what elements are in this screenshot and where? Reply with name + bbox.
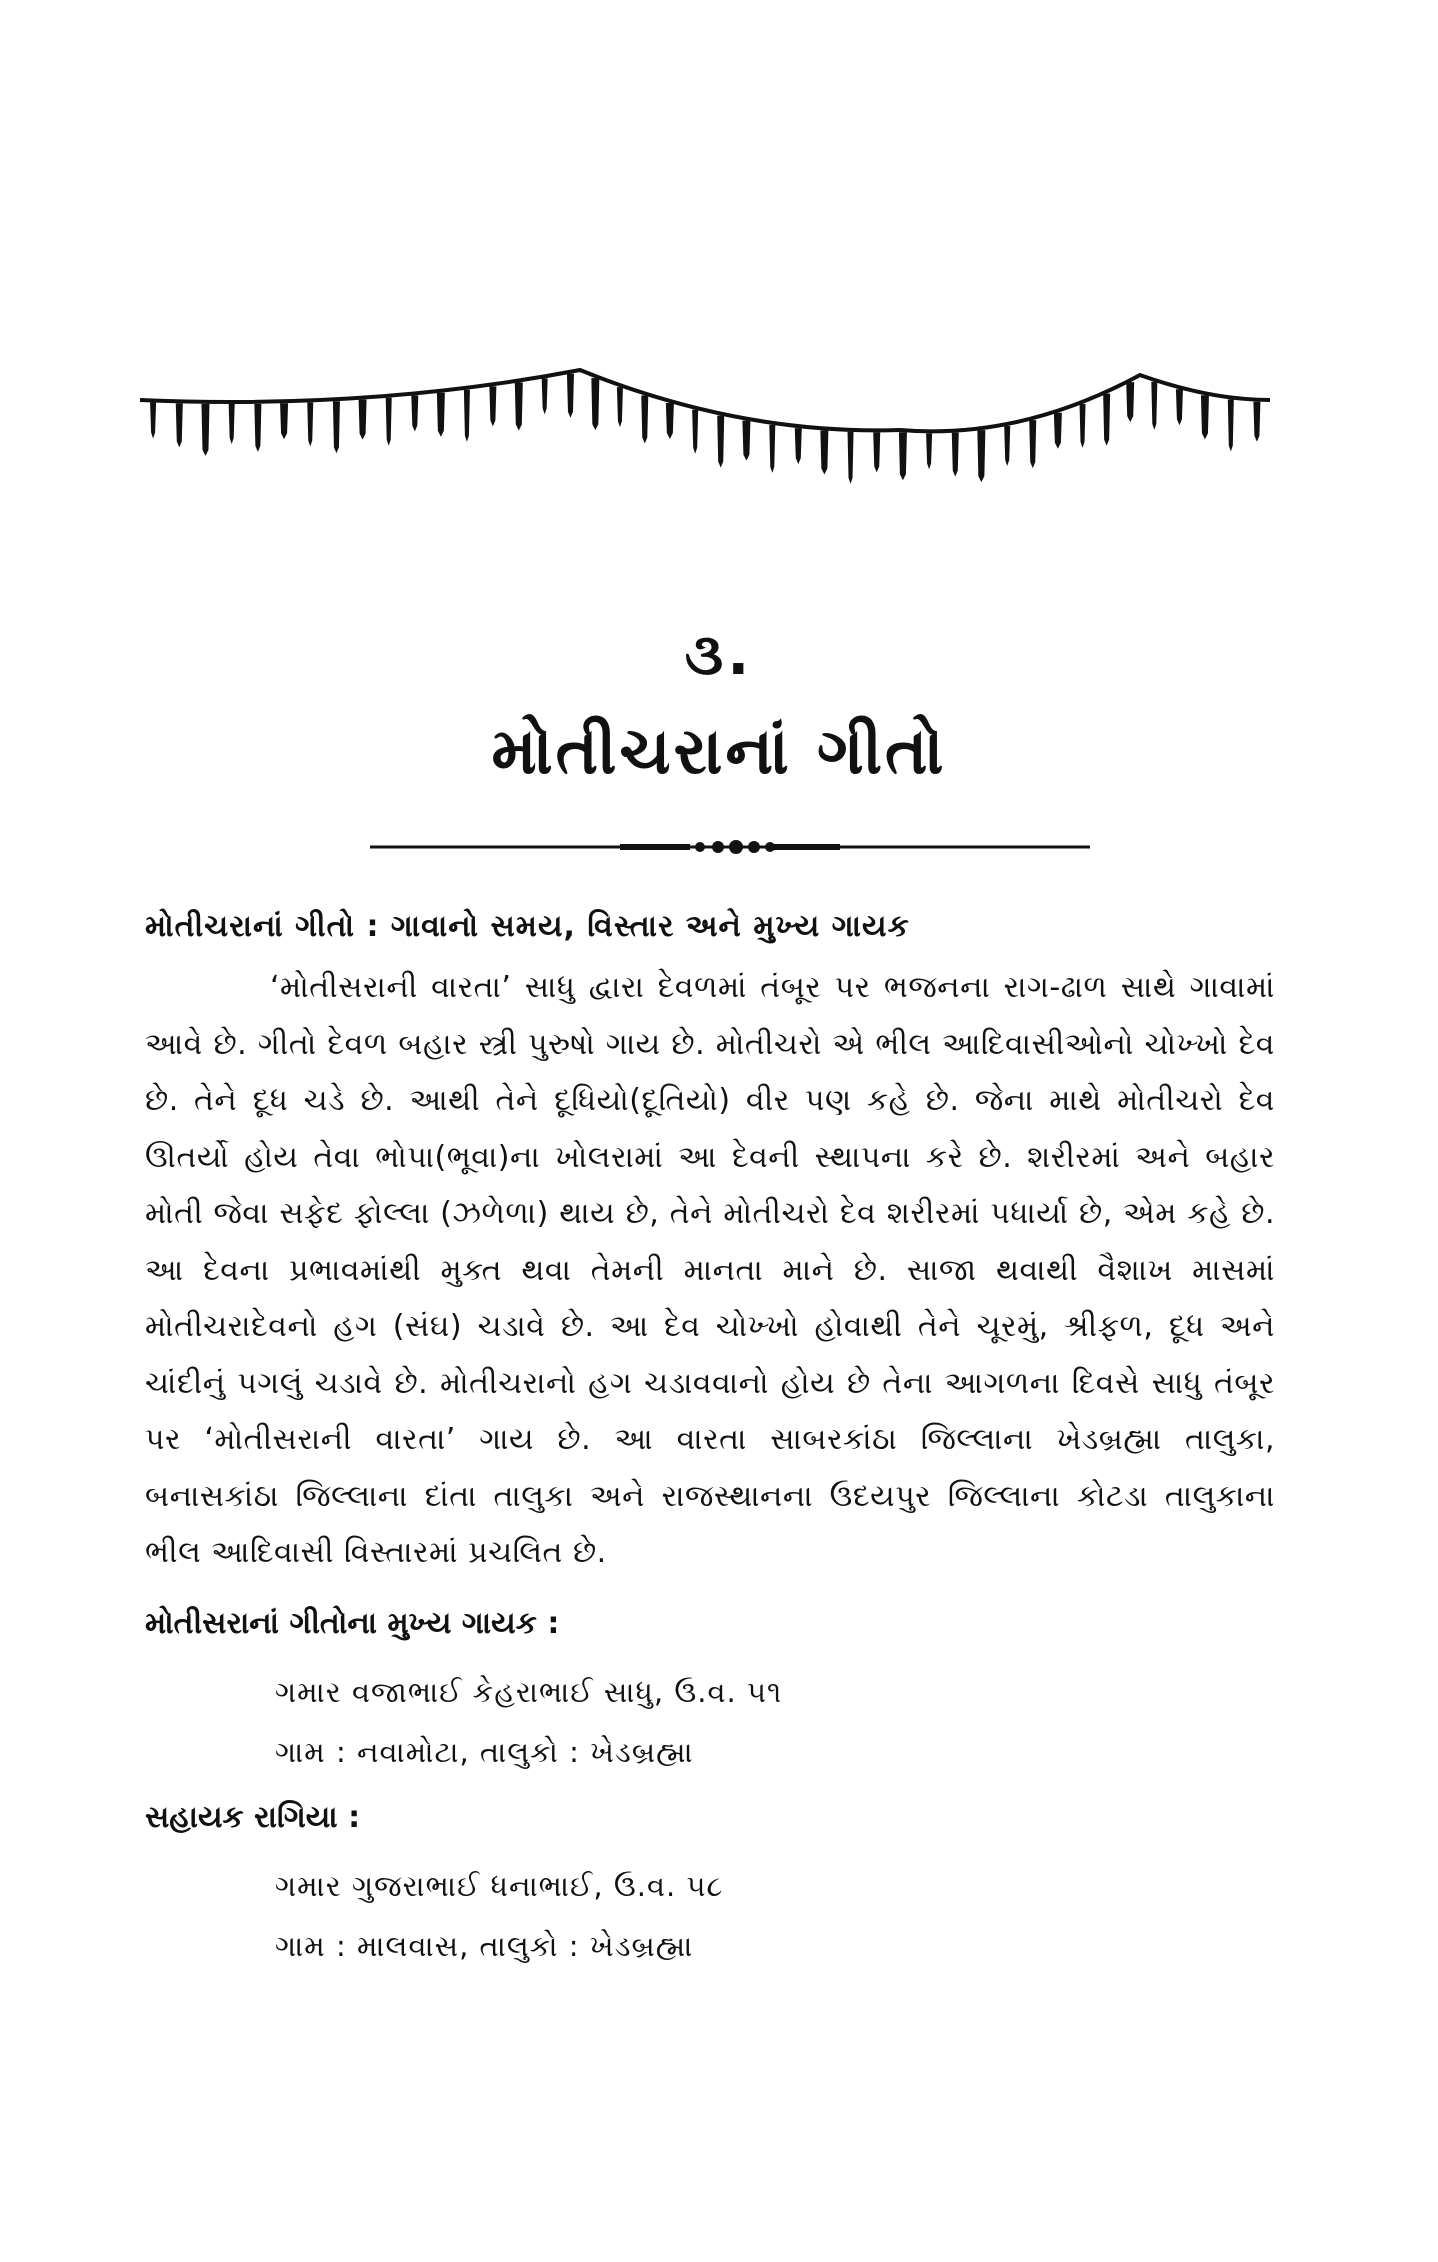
toran-flag xyxy=(437,393,445,437)
assistant-singers-heading: સહાયક રાગિયા : xyxy=(145,1799,361,1835)
toran-flag xyxy=(1176,389,1183,425)
toran-flag xyxy=(717,416,724,468)
toran-flag xyxy=(489,386,496,426)
toran-flag xyxy=(359,400,367,440)
toran-flag xyxy=(848,432,854,484)
title-divider xyxy=(370,835,1090,859)
toran-flag xyxy=(567,374,574,418)
toran-flag xyxy=(542,378,548,414)
toran-flag xyxy=(333,401,340,453)
chapter-title: મોતીચરાનાં ગીતો xyxy=(491,715,947,789)
toran-flag xyxy=(769,425,775,473)
assistant-singers-block xyxy=(145,1786,1275,1976)
toran-flag xyxy=(641,395,648,443)
main-singer-village: ગામ : નવામોટા, તાલુકો : ખેડબ્રહ્મા xyxy=(275,1734,694,1769)
page-content xyxy=(145,898,1275,1976)
toran-flag xyxy=(899,432,907,480)
toran-flag xyxy=(254,404,261,452)
toran-flag xyxy=(201,404,209,456)
toran-flag xyxy=(1151,382,1157,430)
toran-flag xyxy=(795,428,802,464)
toran-flag xyxy=(150,403,156,439)
toran-flag xyxy=(1201,395,1209,439)
toran-flag xyxy=(1126,382,1134,422)
toran-flag xyxy=(1253,402,1260,442)
main-singer-name: ગમાર વજાભાઈ કેહરાભાઈ સાધુ, ઉ.વ. ૫૧ xyxy=(275,1674,783,1709)
body-paragraph: ‘મોતીસરાની વારતા’ સાધુ દ્વારા દેવળમાં તંબૂર પર ભજનના રાગ-ઢાળ સાથે ગાવામાં આવે છે. ગીતો દેવળ બહાર સ્ત્રી પુરુષો ગાય છે. મોતીચરો એ ભીલ આદિવાસીઓનો ચોખ્ખો દેવ છે. તેને દૂધ ચડે છે. આથી તેને દૂધિયો(દૂતિયો) વીર પણ કહે છે. જેના માથે મોતીચરો દેવ ઊતર્યો હોય તેવા ભોપા(ભૂવા)ના ખોલરામાં આ દેવની સ્થાપના કરે છે. શરીરમાં અને બહાર મોતી જેવા સફેદ ફોલ્લા (ઝળેળા) થાય છે, તેને મોતીચરો દેવ શરીરમાં પધાર્યા છે, એમ કહે છે. આ દેવના પ્રભાવમાંથી મુક્ત થવા તેમની માનતા માને છે. સાજા થવાથી વૈશાખ માસમાં મોતીચરાદેવનો હગ (સંઘ) ચડાવે છે. આ દેવ ચોખ્ખો હોવાથી તેને ચૂરમું, શ્રીફળ, દૂધ અને ચાંદીનું પગલું ચડાવે છે. મોતીચરાનો હગ ચડાવવાનો હોય છે તેના આગળના દિવસે સાધુ તંબૂર પર ‘મોતીસરાની વારતા’ ગાય છે. આ વારતા સાબરકાંઠા જિલ્લાના ખેડબ્રહ્મા તાલુકા, બનાસકાંઠા જિલ્લાના દાંતા તાલુકા અને રાજસ્થાનના ઉદયપુર જિલ્લાના કોટડા તાલુકાના ભીલ આદિવાસી વિસ્તારમાં પ્રચલિત છે. xyxy=(145,970,1275,1570)
toran-flag xyxy=(464,390,470,442)
toran-flag xyxy=(176,403,183,447)
toran-flag xyxy=(1228,399,1234,451)
toran-flag xyxy=(1029,420,1036,468)
toran-flag xyxy=(280,403,288,439)
main-singers-heading: મોતીસરાનાં ગીતોના મુખ્ય ગાયક : xyxy=(145,1605,560,1641)
assistant-singer-village: ગામ : માલવાસ, તાલુકો : ખેડબ્રહ્મા xyxy=(275,1928,694,1963)
chapter-number: ૩. xyxy=(684,620,754,688)
toran-flag xyxy=(591,378,599,430)
toran-flag xyxy=(1103,394,1110,446)
toran-flag xyxy=(1054,413,1062,449)
toran-flag xyxy=(1004,426,1010,466)
assistant-singer-name: ગમાર ગુજરાભાઈ ધનાભાઈ, ઉ.વ. ૫૮ xyxy=(275,1868,724,1903)
toran-flag xyxy=(515,383,523,431)
toran-flag xyxy=(977,430,985,482)
toran-flag xyxy=(1080,404,1086,448)
toran-flag xyxy=(617,387,623,427)
toran-flag xyxy=(742,421,750,461)
toran-flag xyxy=(873,432,880,472)
toran-flag xyxy=(386,398,392,446)
toran-flags xyxy=(150,374,1260,484)
toran-ornament xyxy=(140,340,1270,510)
toran-flag xyxy=(820,430,828,474)
toran-flag xyxy=(952,433,959,477)
toran-flag xyxy=(926,433,932,469)
toran-flag xyxy=(692,410,698,454)
main-singers-block xyxy=(145,1592,1275,1782)
toran-flag xyxy=(411,395,418,431)
toran-flag xyxy=(307,402,313,446)
toran-flag xyxy=(229,404,235,444)
section-heading: મોતીચરાનાં ગીતો : ગાવાનો સમય, વિસ્તાર અને મુખ્ય ગાયક xyxy=(145,909,910,944)
toran-flag xyxy=(666,403,674,439)
